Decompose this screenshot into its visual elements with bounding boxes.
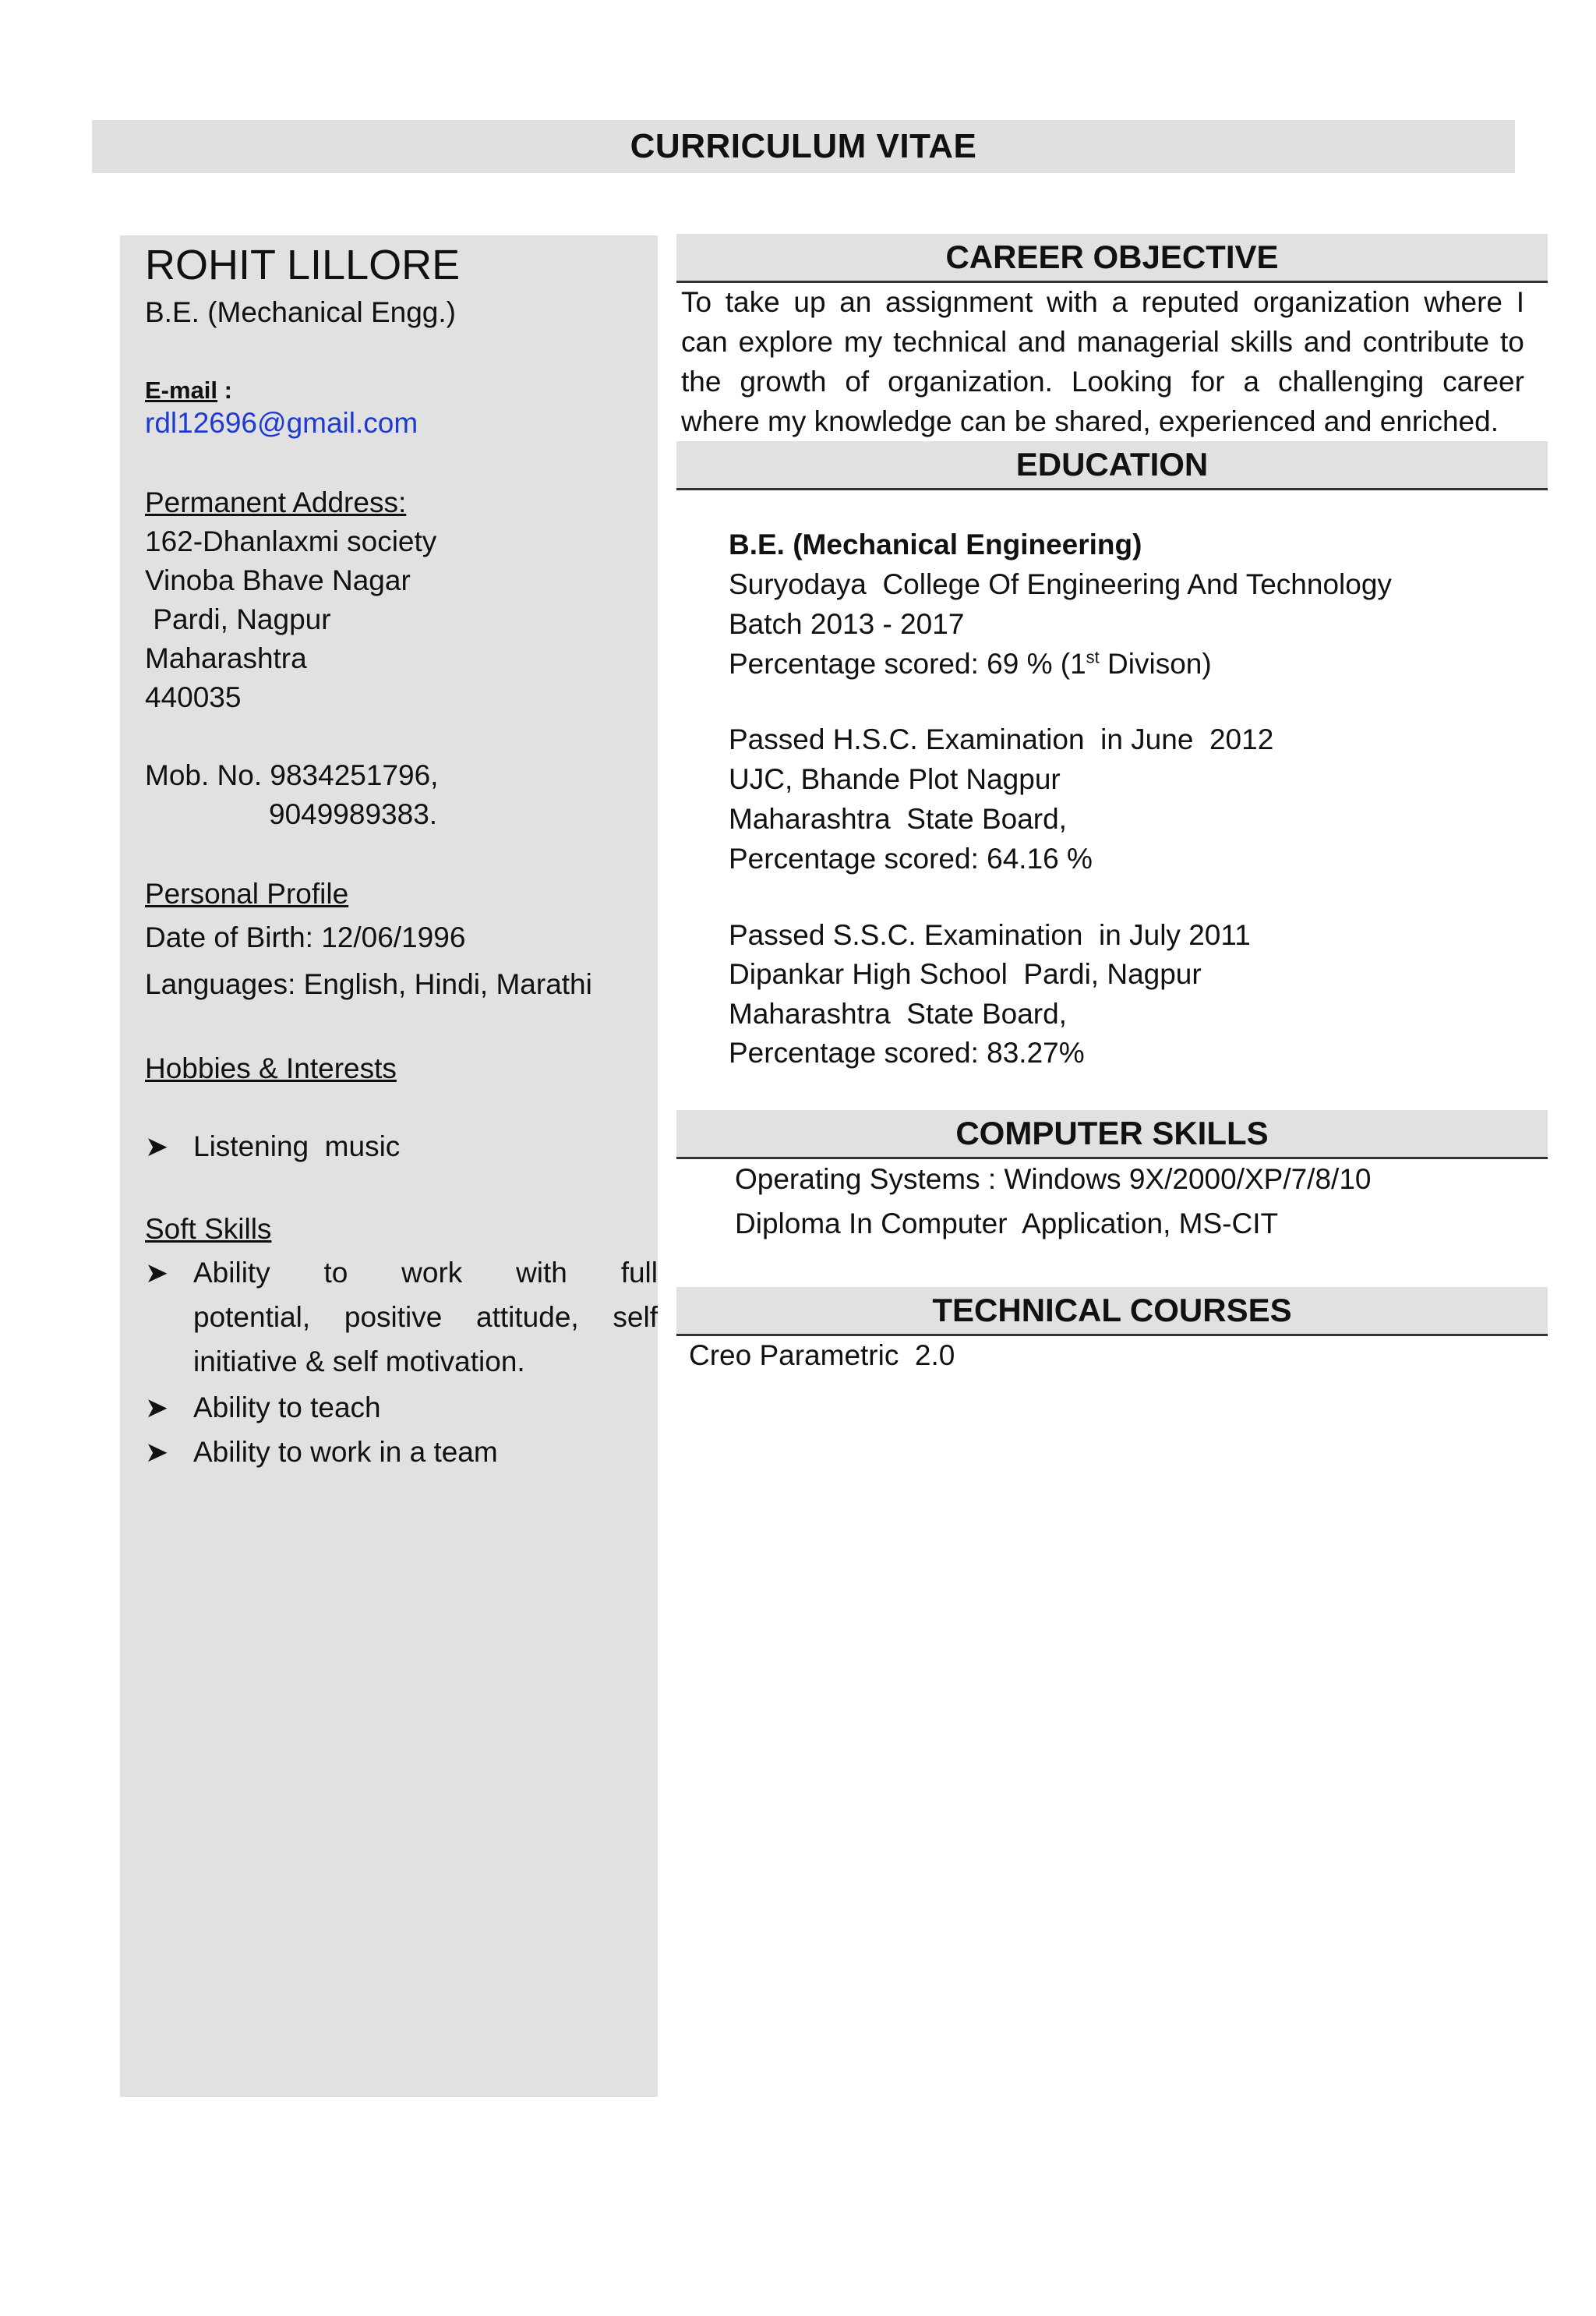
address-line: Pardi, Nagpur <box>145 603 331 635</box>
candidate-degree: B.E. (Mechanical Engg.) <box>145 296 456 328</box>
address-heading: Permanent Address: <box>145 486 407 518</box>
objective-word: a <box>1243 366 1260 398</box>
objective-word: can <box>681 326 728 358</box>
objective-word: where my knowledge can be shared, experienced and enriched. <box>681 405 1499 437</box>
date-of-birth: Date of Birth: 12/06/1996 <box>145 921 466 953</box>
soft-skills-heading: Soft Skills <box>145 1213 272 1245</box>
be-percentage: Percentage scored: 69 % (1st Divison) <box>729 647 1212 680</box>
career-objective-text <box>681 282 1524 441</box>
objective-word: take <box>725 286 780 318</box>
address-line: 162-Dhanlaxmi society <box>145 525 437 557</box>
technical-course-item: Creo Parametric 2.0 <box>689 1339 955 1371</box>
objective-word: skills <box>1230 326 1293 358</box>
ssc-percentage: Percentage scored: 83.27% <box>729 1037 1085 1069</box>
career-objective-heading: CAREER OBJECTIVE <box>676 234 1548 283</box>
email-label: E-mail <box>145 377 218 404</box>
email-link[interactable]: rdl12696@gmail.com <box>145 407 418 439</box>
computer-skill-item: Diploma In Computer Application, MS-CIT <box>735 1208 1279 1239</box>
objective-word: To <box>681 286 712 318</box>
address-line: Vinoba Bhave Nagar <box>145 564 411 596</box>
page-title: CURRICULUM VITAE <box>92 120 1515 173</box>
objective-word: a <box>1111 286 1128 318</box>
computer-skill-item: Operating Systems : Windows 9X/2000/XP/7/8/10 <box>735 1163 1372 1195</box>
objective-word: up <box>793 286 826 318</box>
arrow-bullet-icon: ➤ <box>145 1436 169 1468</box>
hobbies-heading: Hobbies & Interests <box>145 1052 397 1084</box>
languages: Languages: English, Hindi, Marathi <box>145 968 592 1000</box>
candidate-name: ROHIT LILLORE <box>145 242 461 288</box>
ssc-school: Dipankar High School Pardi, Nagpur <box>729 958 1202 990</box>
arrow-bullet-icon: ➤ <box>145 1391 169 1423</box>
objective-word: an <box>839 286 872 318</box>
objective-word: technical <box>893 326 1008 358</box>
objective-word: Looking <box>1071 366 1173 398</box>
objective-word: my <box>843 326 883 358</box>
objective-word: challenging <box>1277 366 1425 398</box>
hsc-percentage: Percentage scored: 64.16 % <box>729 843 1093 875</box>
objective-word: assignment <box>885 286 1033 318</box>
objective-word: reputed <box>1141 286 1240 318</box>
hsc-title: Passed H.S.C. Examination in June 2012 <box>729 723 1274 755</box>
objective-word: growth <box>740 366 827 398</box>
objective-word: the <box>681 366 722 398</box>
mobile-number: Mob. No. 9834251796, <box>145 759 439 791</box>
objective-word: to <box>1500 326 1524 358</box>
arrow-bullet-icon: ➤ <box>145 1130 169 1162</box>
email-separator: : <box>224 377 232 404</box>
personal-profile-heading: Personal Profile <box>145 878 349 910</box>
objective-word: managerial <box>1076 326 1220 358</box>
objective-word: with <box>1046 286 1098 318</box>
justified-line: Ability to work with full <box>193 1257 658 1289</box>
mobile-number-second: 9049989383. <box>269 798 438 830</box>
objective-word: of <box>845 366 870 398</box>
objective-word: I <box>1516 286 1524 318</box>
objective-word: and <box>1018 326 1066 358</box>
objective-word: contribute <box>1362 326 1490 358</box>
objective-word: organization. <box>888 366 1053 398</box>
technical-courses-heading: TECHNICAL COURSES <box>676 1287 1548 1336</box>
address-line: Maharashtra <box>145 642 307 674</box>
objective-word: career <box>1442 366 1524 398</box>
ssc-title: Passed S.S.C. Examination in July 2011 <box>729 919 1251 951</box>
ssc-board: Maharashtra State Board, <box>729 998 1067 1030</box>
be-title: B.E. (Mechanical Engineering) <box>729 529 1142 560</box>
be-college: Suryodaya College Of Engineering And Technology <box>729 568 1392 600</box>
hsc-school: UJC, Bhande Plot Nagpur <box>729 763 1061 795</box>
objective-word: and <box>1303 326 1352 358</box>
objective-word: where <box>1424 286 1502 318</box>
computer-skills-heading: COMPUTER SKILLS <box>676 1110 1548 1159</box>
be-batch: Batch 2013 - 2017 <box>729 608 965 640</box>
sidebar: ROHIT LILLORE B.E. (Mechanical Engg.) E-mail : rdl12696@gmail.com Permanent Address: 162-Dhanlaxmi society Vinoba Bhave Nagar Pardi, Nagpur Maharashtra 440035 Mob. No. 9834251796, 9049989383. Personal Profile Date of Birth: 12/06/1996 Languages: English, Hindi, Marathi Hobbies & Interests ➤ Listening music Soft Skills ➤ Ability to work with full potential, positive attitude, self initiative & self motivation. ➤ Ability to teach ➤ Ability to work in a team <box>120 235 658 2097</box>
hsc-board: Maharashtra State Board, <box>729 803 1067 835</box>
address-line: 440035 <box>145 681 242 713</box>
arrow-bullet-icon: ➤ <box>145 1257 169 1289</box>
justified-line: potential, positive attitude, self <box>193 1301 658 1333</box>
objective-word: organization <box>1252 286 1411 318</box>
objective-word: explore <box>738 326 833 358</box>
objective-word: for <box>1191 366 1225 398</box>
education-heading: EDUCATION <box>676 441 1548 490</box>
